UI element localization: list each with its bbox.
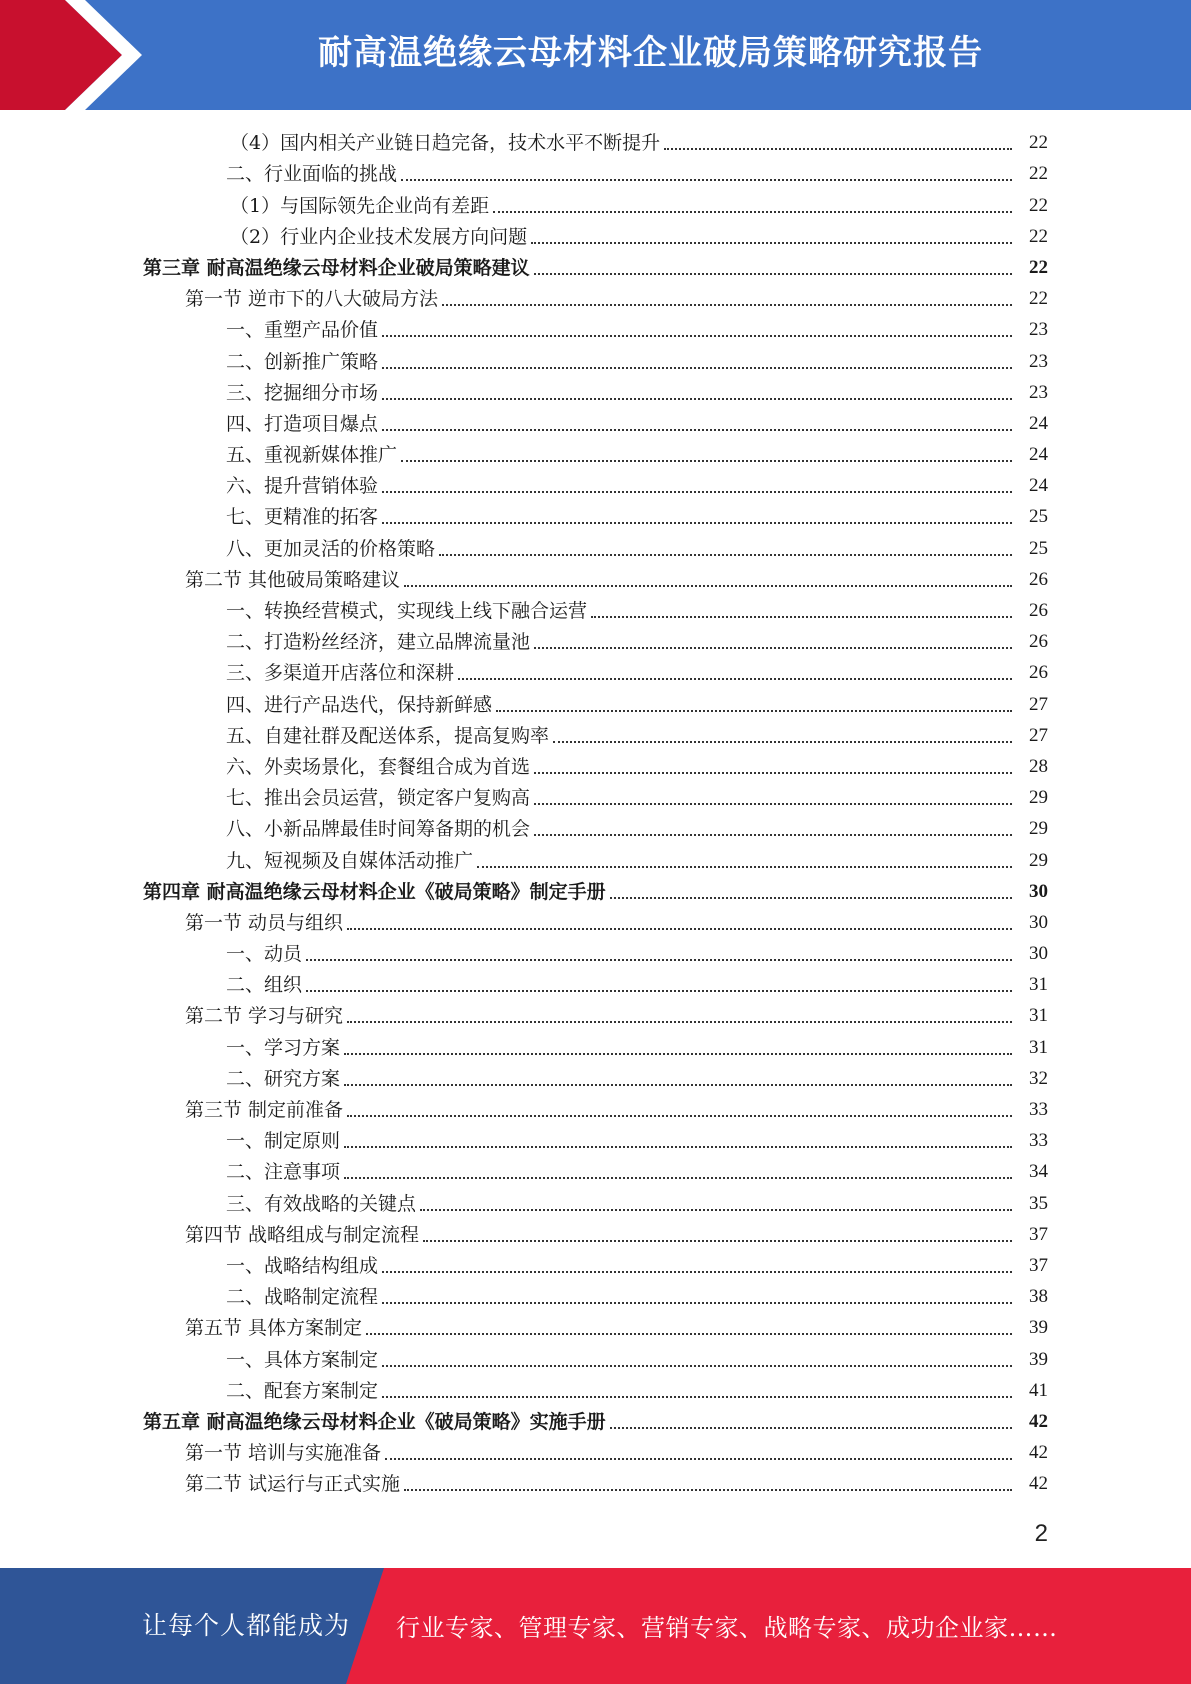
toc-entry-page: 33 xyxy=(1029,1099,1048,1120)
toc-entry-title: 第五节 具体方案制定 xyxy=(185,1317,363,1340)
toc-entry-title: 九、短视频及自媒体活动推广 xyxy=(226,849,474,872)
toc-entry-title: 三、有效战略的关键点 xyxy=(226,1192,417,1215)
toc-dot-leader xyxy=(423,1240,1012,1242)
toc-dot-leader xyxy=(382,522,1012,524)
toc-entry-title: 第三节 制定前准备 xyxy=(185,1099,344,1121)
toc-entry-title: 第一节 逆市下的八大破局方法 xyxy=(185,288,439,311)
toc-entry[interactable] xyxy=(0,1437,1191,1468)
toc-entry-title: 一、战略结构组成 xyxy=(226,1254,379,1277)
toc-dot-leader xyxy=(553,741,1012,743)
toc-dot-leader xyxy=(344,1084,1012,1086)
toc-entry[interactable] xyxy=(0,1375,1191,1406)
toc-dot-leader xyxy=(306,959,1012,961)
toc-entry[interactable] xyxy=(0,1094,1191,1125)
toc-dot-leader xyxy=(534,834,1012,836)
toc-dot-leader xyxy=(534,803,1012,805)
toc-dot-leader xyxy=(382,429,1012,431)
toc-entry-page: 25 xyxy=(1029,537,1048,559)
toc-entry-title: （4）国内相关产业链日趋完备，技术水平不断提升 xyxy=(230,132,661,155)
toc-entry-page: 31 xyxy=(1029,1005,1048,1027)
toc-entry-page: 26 xyxy=(1029,631,1048,653)
toc-entry[interactable] xyxy=(0,907,1191,938)
toc-dot-leader xyxy=(591,616,1012,618)
toc-entry-page: 26 xyxy=(1029,662,1048,684)
toc-entry[interactable] xyxy=(0,688,1191,719)
toc-dot-leader xyxy=(664,148,1012,150)
toc-entry-page: 33 xyxy=(1029,1130,1048,1152)
toc-entry-page: 22 xyxy=(1029,163,1048,185)
toc-dot-leader xyxy=(610,897,1012,899)
toc-dot-leader xyxy=(531,242,1012,244)
toc-entry[interactable] xyxy=(0,252,1191,283)
toc-entry[interactable] xyxy=(0,439,1191,470)
toc-entry-title: 二、打造粉丝经济，建立品牌流量池 xyxy=(226,631,531,654)
toc-entry-title: 第一节 培训与实施准备 xyxy=(185,1442,382,1465)
toc-entry[interactable] xyxy=(0,377,1191,408)
toc-entry[interactable] xyxy=(0,938,1191,969)
toc-entry-title: 第四节 战略组成与制定流程 xyxy=(185,1223,420,1246)
toc-entry[interactable] xyxy=(0,408,1191,439)
toc-entry-page: 26 xyxy=(1029,568,1048,590)
toc-entry[interactable] xyxy=(0,532,1191,563)
footer-slogan-left: 让每个人都能成为 xyxy=(142,1611,351,1640)
toc-entry[interactable] xyxy=(0,345,1191,376)
toc-dot-leader xyxy=(347,1115,1012,1117)
toc-entry-title: 二、战略制定流程 xyxy=(226,1286,379,1309)
toc-entry[interactable] xyxy=(0,595,1191,626)
toc-entry[interactable] xyxy=(0,1312,1191,1343)
toc-dot-leader xyxy=(493,211,1012,213)
toc-entry-page: 22 xyxy=(1029,256,1048,278)
toc-dot-leader xyxy=(382,1302,1012,1304)
toc-entry-page: 42 xyxy=(1029,1410,1048,1432)
toc-entry-title: 一、动员 xyxy=(226,943,303,966)
toc-dot-leader xyxy=(344,1053,1012,1055)
toc-entry-title: 第二节 试运行与正式实施 xyxy=(185,1473,401,1496)
toc-entry-title: 六、外卖场景化，套餐组合成为首选 xyxy=(226,755,531,778)
toc-dot-leader xyxy=(496,710,1012,712)
toc-entry[interactable] xyxy=(0,501,1191,532)
toc-entry[interactable] xyxy=(0,876,1191,907)
toc-entry-page: 31 xyxy=(1029,1036,1048,1058)
toc-entry[interactable] xyxy=(0,221,1191,252)
toc-entry-page: 27 xyxy=(1029,724,1048,746)
toc-entry-title: 二、配套方案制定 xyxy=(226,1379,379,1402)
toc-dot-leader xyxy=(534,273,1012,275)
toc-dot-leader xyxy=(347,1021,1012,1023)
toc-entry-page: 23 xyxy=(1029,350,1048,372)
toc-entry-title: 第五章 耐高温绝缘云母材料企业《破局策略》实施手册 xyxy=(143,1410,606,1433)
toc-entry[interactable] xyxy=(0,1406,1191,1437)
toc-entry[interactable] xyxy=(0,626,1191,657)
toc-entry[interactable] xyxy=(0,1063,1191,1094)
toc-dot-leader xyxy=(420,1209,1012,1211)
toc-entry-page: 35 xyxy=(1029,1192,1048,1214)
toc-entry-page: 24 xyxy=(1029,475,1048,497)
toc-entry-page: 31 xyxy=(1029,974,1048,996)
toc-dot-leader xyxy=(382,1365,1012,1367)
toc-entry-title: 一、转换经营模式，实现线上线下融合运营 xyxy=(226,600,588,622)
toc-dot-leader xyxy=(382,491,1012,493)
toc-dot-leader xyxy=(458,678,1012,680)
toc-entry-title: 第一节 动员与组织 xyxy=(185,911,344,934)
toc-entry[interactable] xyxy=(0,158,1191,189)
toc-entry[interactable] xyxy=(0,1250,1191,1281)
toc-entry-page: 22 xyxy=(1029,194,1048,216)
toc-entry[interactable] xyxy=(0,657,1191,688)
toc-entry[interactable] xyxy=(0,1468,1191,1499)
toc-entry-page: 39 xyxy=(1029,1317,1048,1339)
toc-entry[interactable] xyxy=(0,1187,1191,1218)
toc-entry-page: 38 xyxy=(1029,1286,1048,1308)
toc-entry[interactable] xyxy=(0,470,1191,501)
toc-entry-title: 二、行业面临的挑战 xyxy=(226,163,398,186)
toc-entry-page: 25 xyxy=(1029,506,1048,528)
toc-entry-page: 22 xyxy=(1029,288,1048,310)
toc-entry-title: （2）行业内企业技术发展方向问题 xyxy=(230,225,528,248)
toc-entry-title: 七、推出会员运营，锁定客户复购高 xyxy=(226,787,531,810)
toc-dot-leader xyxy=(382,1271,1012,1273)
toc-entry[interactable] xyxy=(0,844,1191,875)
toc-entry-page: 30 xyxy=(1029,943,1048,965)
toc-entry-page: 34 xyxy=(1029,1161,1048,1183)
toc-entry-title: 四、打造项目爆点 xyxy=(226,412,379,435)
toc-entry-title: 七、更精准的拓客 xyxy=(226,506,379,529)
toc-entry-page: 42 xyxy=(1029,1473,1048,1495)
toc-dot-leader xyxy=(401,460,1012,462)
toc-dot-leader xyxy=(385,1458,1012,1460)
toc-entry-page: 23 xyxy=(1029,319,1048,341)
toc-entry[interactable] xyxy=(0,813,1191,844)
toc-dot-leader xyxy=(382,367,1012,369)
toc-dot-leader xyxy=(404,585,1012,587)
toc-entry-title: 二、组织 xyxy=(226,974,303,997)
toc-entry-title: （1）与国际领先企业尚有差距 xyxy=(230,194,490,217)
toc-entry-title: 第二节 其他破局策略建议 xyxy=(185,568,401,591)
toc-entry[interactable] xyxy=(0,283,1191,314)
page-footer xyxy=(0,1568,1191,1684)
header-arrow-decoration xyxy=(0,0,150,110)
toc-dot-leader xyxy=(347,928,1012,930)
toc-entry-page: 26 xyxy=(1029,600,1048,621)
toc-entry-title: 第三章 耐高温绝缘云母材料企业破局策略建议 xyxy=(143,256,530,279)
toc-entry-page: 37 xyxy=(1029,1223,1048,1245)
toc-dot-leader xyxy=(534,772,1012,774)
page-number: 2 xyxy=(1034,1520,1048,1547)
toc-entry-page: 28 xyxy=(1029,755,1048,777)
toc-entry[interactable] xyxy=(0,782,1191,813)
toc-dot-leader xyxy=(534,647,1012,649)
page-header xyxy=(0,0,1191,110)
toc-entry[interactable] xyxy=(0,1031,1191,1062)
toc-entry-title: 四、进行产品迭代，保持新鲜感 xyxy=(226,693,493,716)
toc-entry[interactable] xyxy=(0,1219,1191,1250)
toc-dot-leader xyxy=(477,866,1012,868)
toc-dot-leader xyxy=(306,990,1012,992)
toc-entry-title: 三、挖掘细分市场 xyxy=(226,381,379,404)
toc-dot-leader xyxy=(366,1333,1012,1335)
toc-entry-title: 一、重塑产品价值 xyxy=(226,319,379,342)
toc-entry[interactable] xyxy=(0,1281,1191,1312)
toc-entry-title: 八、更加灵活的价格策略 xyxy=(226,537,436,560)
toc-entry[interactable] xyxy=(0,1156,1191,1187)
toc-entry-page: 24 xyxy=(1029,412,1048,434)
toc-dot-leader xyxy=(439,554,1012,556)
toc-entry-page: 22 xyxy=(1029,225,1048,247)
toc-entry-page: 22 xyxy=(1029,132,1048,154)
toc-entry-title: 一、制定原则 xyxy=(226,1130,341,1153)
toc-entry[interactable] xyxy=(0,751,1191,782)
toc-entry-title: 第四章 耐高温绝缘云母材料企业《破局策略》制定手册 xyxy=(143,880,606,903)
footer-slogan-right: 行业专家、管理专家、营销专家、战略专家、成功企业家…… xyxy=(396,1614,1058,1642)
toc-entry-title: 二、研究方案 xyxy=(226,1067,341,1090)
toc-entry-page: 29 xyxy=(1029,849,1048,871)
toc-entry-title: 五、自建社群及配送体系，提高复购率 xyxy=(226,724,550,747)
toc-dot-leader xyxy=(344,1146,1012,1148)
toc-entry-title: 八、小新品牌最佳时间筹备期的机会 xyxy=(226,818,531,841)
toc-entry[interactable] xyxy=(0,720,1191,751)
toc-entry-title: 第二节 学习与研究 xyxy=(185,1005,344,1028)
toc-entry-title: 一、具体方案制定 xyxy=(226,1348,379,1371)
toc-entry-page: 30 xyxy=(1029,880,1048,902)
toc-entry-title: 二、注意事项 xyxy=(226,1161,341,1184)
toc-dot-leader xyxy=(442,304,1012,306)
toc-entry[interactable] xyxy=(0,969,1191,1000)
toc-entry-page: 29 xyxy=(1029,818,1048,840)
toc-entry[interactable] xyxy=(0,1125,1191,1156)
toc-entry-title: 三、多渠道开店落位和深耕 xyxy=(226,662,455,685)
toc-dot-leader xyxy=(344,1177,1012,1179)
toc-entry-page: 30 xyxy=(1029,911,1048,933)
toc-dot-leader xyxy=(401,179,1012,181)
toc-entry-page: 42 xyxy=(1029,1442,1048,1464)
toc-entry-title: 六、提升营销体验 xyxy=(226,475,379,498)
toc-dot-leader xyxy=(382,335,1012,337)
toc-entry-title: 一、学习方案 xyxy=(226,1036,341,1059)
table-of-contents xyxy=(0,127,1191,1499)
toc-entry[interactable] xyxy=(0,1343,1191,1374)
toc-entry-page: 29 xyxy=(1029,787,1048,809)
toc-dot-leader xyxy=(382,1396,1012,1398)
toc-entry-title: 五、重视新媒体推广 xyxy=(226,444,398,467)
toc-entry[interactable] xyxy=(0,189,1191,220)
document-title: 耐高温绝缘云母材料企业破局策略研究报告 xyxy=(318,33,983,73)
toc-entry-page: 39 xyxy=(1029,1348,1048,1370)
toc-entry-title: 二、创新推广策略 xyxy=(226,350,379,373)
toc-entry-page: 24 xyxy=(1029,444,1048,466)
toc-entry-page: 32 xyxy=(1029,1067,1048,1089)
toc-entry-page: 41 xyxy=(1029,1379,1048,1401)
toc-entry-page: 37 xyxy=(1029,1254,1048,1276)
toc-entry[interactable] xyxy=(0,564,1191,595)
toc-entry-page: 23 xyxy=(1029,381,1048,403)
toc-entry[interactable] xyxy=(0,1000,1191,1031)
toc-dot-leader xyxy=(382,398,1012,400)
toc-dot-leader xyxy=(610,1427,1012,1429)
toc-entry[interactable] xyxy=(0,127,1191,158)
toc-entry-page: 27 xyxy=(1029,693,1048,715)
toc-dot-leader xyxy=(404,1489,1012,1491)
toc-entry[interactable] xyxy=(0,314,1191,345)
